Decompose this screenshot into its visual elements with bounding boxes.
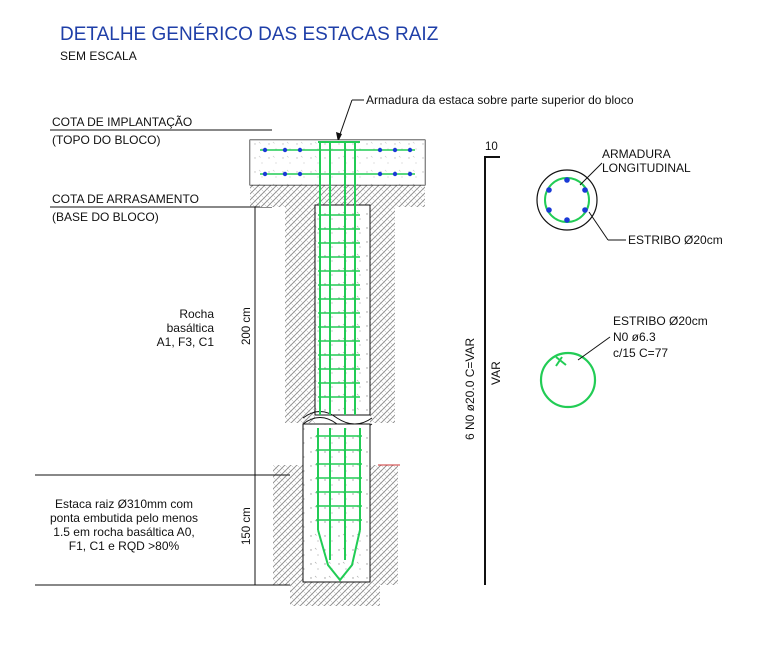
cota-implantacao-label: COTA DE IMPLANTAÇÃO bbox=[52, 115, 193, 129]
rocha-label-2: basáltica bbox=[166, 321, 214, 335]
soil-hatch bbox=[290, 580, 380, 606]
estaca-note-4: F1, C1 e RQD >80% bbox=[68, 539, 180, 553]
estaca-note-1: Estaca raiz Ø310mm com bbox=[54, 497, 194, 511]
rocha-label-1: Rocha bbox=[179, 307, 214, 321]
bar-spec-label: 6 N0 ø20.0 C=VAR bbox=[463, 337, 477, 440]
estaca-note-3: 1.5 em rocha basáltica A0, bbox=[53, 525, 195, 539]
rocha-label-3: A1, F3, C1 bbox=[156, 335, 214, 349]
dim-150-label: 150 cm bbox=[241, 507, 253, 545]
stirrup-detail-label-1: ESTRIBO Ø20cm bbox=[613, 314, 708, 328]
stirrup-detail-label-2: N0 ø6.3 bbox=[613, 330, 656, 344]
estaca-note-2: ponta embutida pelo menos bbox=[49, 511, 199, 525]
cota-arrasamento-label: COTA DE ARRASAMENTO bbox=[52, 192, 199, 206]
armadura-label-2: LONGITUDINAL bbox=[602, 161, 691, 175]
stirrup-detail-label-3: c/15 C=77 bbox=[613, 346, 669, 360]
base-bloco-label: (BASE DO BLOCO) bbox=[52, 210, 159, 224]
soil-hatch bbox=[370, 205, 395, 423]
leader-line bbox=[589, 212, 608, 240]
stirrup-hook bbox=[556, 357, 566, 366]
stirrup-detail bbox=[541, 353, 595, 407]
scale-note: SEM ESCALA bbox=[60, 49, 137, 63]
bar-var-label: VAR bbox=[489, 361, 503, 385]
soil-hatch bbox=[250, 185, 425, 207]
estribo-label: ESTRIBO Ø20cm bbox=[628, 233, 723, 247]
armadura-label-1: ARMADURA bbox=[602, 147, 671, 161]
dim-200-label: 200 cm bbox=[241, 307, 253, 345]
soil-hatch bbox=[273, 465, 303, 585]
soil-hatch bbox=[285, 205, 315, 423]
bar-hook-label: 10 bbox=[485, 141, 498, 153]
reinforcement-note: Armadura da estaca sobre parte superior do bloco bbox=[366, 93, 634, 107]
soil-hatch bbox=[370, 465, 398, 585]
drawing-title: DETALHE GENÉRICO DAS ESTACAS RAIZ bbox=[60, 24, 439, 45]
topo-bloco-label: (TOPO DO BLOCO) bbox=[52, 133, 161, 147]
leader-line bbox=[578, 337, 610, 360]
